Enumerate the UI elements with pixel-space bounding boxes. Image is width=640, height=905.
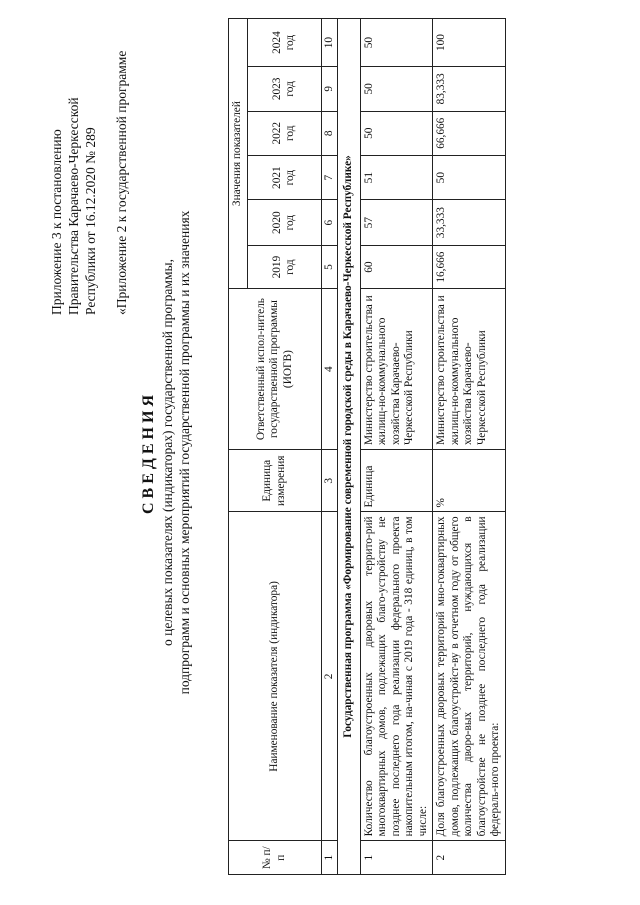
value-2024: 100: [433, 19, 506, 67]
header-year-2024: 2024 год: [247, 19, 321, 67]
header-year-2020: 2020 год: [247, 200, 321, 246]
indicators-table: [228, 18, 506, 875]
value-2021: 50: [433, 155, 506, 199]
appendix-line-2: Правительства Карачаево-Черкесской: [66, 97, 81, 315]
header-year-2022: 2022 год: [247, 111, 321, 155]
header-responsible-executor: Ответственный испол-нитель государственной программы (ИОГВ): [229, 289, 322, 450]
appendix-header: [48, 51, 130, 315]
table-row: [360, 19, 433, 875]
header-values-group: Значения показателей: [229, 19, 248, 289]
indicator-unit: Единица: [360, 450, 433, 512]
header-year-2023: 2023 год: [247, 67, 321, 111]
column-number: 2: [321, 512, 338, 841]
column-number: 4: [321, 289, 338, 450]
value-2022: 66,666: [433, 111, 506, 155]
row-number: 2: [433, 841, 506, 875]
appendix-line-1: Приложение 3 к постановлению: [49, 129, 64, 315]
program-title: Государственная программа «Формирование современной городской среды в Карачаево-Черкесской Республике»: [338, 19, 361, 875]
appendix-reference: «Приложение 2 к государственной программе: [114, 50, 129, 315]
column-number: 8: [321, 111, 338, 155]
value-2023: 50: [360, 67, 433, 111]
responsible-executor: Министерство строительства и жилищ-но-коммунального хозяйства Карачаево-Черкесской Республики: [360, 289, 433, 450]
column-number: 5: [321, 245, 338, 288]
column-number: 3: [321, 450, 338, 512]
header-number: № п/п: [229, 841, 322, 875]
header-year-2019: 2019 год: [247, 245, 321, 288]
value-2019: 16,666: [433, 245, 506, 288]
value-2020: 33,333: [433, 200, 506, 246]
document-subtitle-line-2: подпрограмм и основных мероприятий государственной программы и их значениях: [177, 210, 192, 695]
value-2021: 51: [360, 155, 433, 199]
column-number: 9: [321, 67, 338, 111]
document-title: СВЕДЕНИЯ: [140, 390, 157, 515]
responsible-executor: Министерство строительства и жилищ-но-коммунального хозяйства Карачаево-Черкесской Республики: [433, 289, 506, 450]
table-row: [433, 19, 506, 875]
column-number: 7: [321, 155, 338, 199]
indicator-name: Доля благоустроенных дворовых территорий мно-гоквартирных домов, подлежащих благоустройст-ву в отчетном году от общего количества дворо-вых территорий, нуждающихся в благоустройстве не позднее последнего года реализации федераль-ного проекта:: [433, 512, 506, 841]
program-title-row: [338, 19, 361, 875]
column-numbers-row: [321, 19, 338, 875]
indicator-name: Количество благоустроенных дворовых террито-рий многоквартирных домов, подлежащих благо-устройству не позднее последнего года реализации федерального проекта накопительным итогом, на-чиная с 2019 года - 318 единиц, в том числе:: [360, 512, 433, 841]
column-number: 10: [321, 19, 338, 67]
value-2020: 57: [360, 200, 433, 246]
column-number: 6: [321, 200, 338, 246]
value-2019: 60: [360, 245, 433, 288]
appendix-line-3: Республики от 16.12.2020 № 289: [83, 127, 98, 315]
header-year-2021: 2021 год: [247, 155, 321, 199]
value-2023: 83,333: [433, 67, 506, 111]
value-2024: 50: [360, 19, 433, 67]
value-2022: 50: [360, 111, 433, 155]
document-subtitle-line-1: о целевых показателях (индикаторах) государственной программы,: [160, 259, 175, 646]
header-unit: Единица измерения: [229, 450, 322, 512]
header-indicator-name: Наименование показателя (индикатора): [229, 512, 322, 841]
row-number: 1: [360, 841, 433, 875]
column-number: 1: [321, 841, 338, 875]
indicator-unit: %: [433, 450, 506, 512]
